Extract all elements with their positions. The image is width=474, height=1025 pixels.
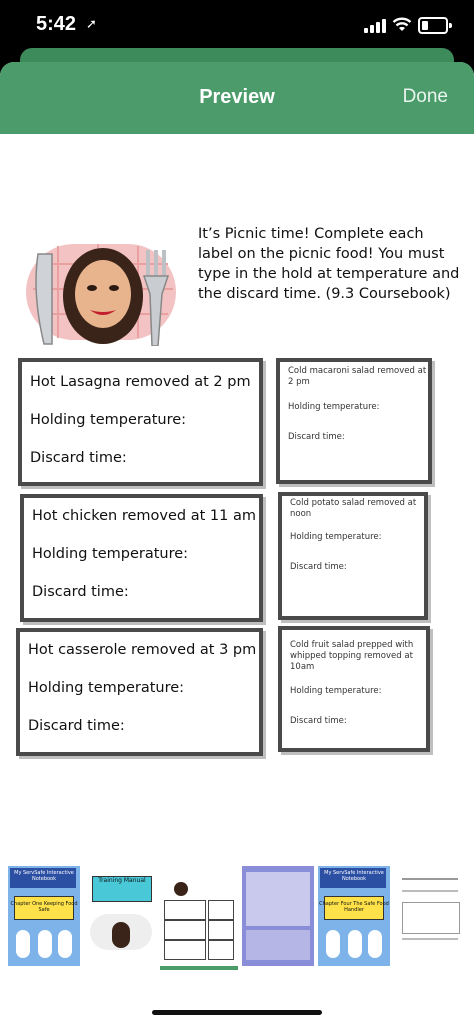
cellular-signal-icon bbox=[364, 19, 386, 33]
bitmoji-avatar-image bbox=[18, 234, 188, 346]
slide-thumbnail[interactable] bbox=[242, 866, 314, 966]
cold-label-card bbox=[278, 626, 430, 752]
page-title: Preview bbox=[199, 86, 275, 108]
discard-time-label: Discard time: bbox=[290, 562, 347, 572]
card-item-text: Hot casserole removed at 3 pm bbox=[28, 642, 257, 658]
slide-thumbnail[interactable]: My ServSafe Interactive Notebook Chapter One Keeping Food Safe bbox=[8, 866, 80, 966]
card-item-text: Cold potato salad removed at noon bbox=[290, 498, 417, 519]
home-indicator[interactable] bbox=[152, 1010, 322, 1015]
discard-time-label: Discard time: bbox=[32, 584, 129, 600]
hot-label-card bbox=[18, 358, 263, 486]
card-item-text: Hot chicken removed at 11 am bbox=[32, 508, 256, 524]
hot-label-card bbox=[16, 628, 263, 756]
discard-time-label: Discard time: bbox=[290, 716, 347, 726]
holding-temperature-label: Holding temperature: bbox=[290, 686, 382, 696]
done-button[interactable]: Done bbox=[402, 86, 448, 107]
navigation-bar bbox=[0, 62, 474, 134]
holding-temperature-label: Holding temperature: bbox=[32, 546, 189, 562]
wifi-icon bbox=[392, 16, 412, 32]
location-arrow-icon: ➚ bbox=[86, 17, 97, 32]
slide-thumbnails bbox=[0, 866, 474, 1006]
slide-thumbnail-selected[interactable] bbox=[160, 866, 238, 970]
slide-thumbnail[interactable] bbox=[396, 866, 468, 966]
hot-label-card bbox=[20, 494, 263, 622]
instructions-text: It’s Picnic time! Complete each label on the picnic food! You must type in the hold at temperature and the discard time. (9.3 Coursebook) bbox=[198, 226, 460, 302]
holding-temperature-label: Holding temperature: bbox=[290, 532, 382, 542]
card-item-text: Cold fruit salad prepped with whipped topping removed at 10am bbox=[290, 640, 414, 672]
cold-label-card bbox=[278, 492, 428, 620]
card-item-text: Hot Lasagna removed at 2 pm bbox=[30, 374, 251, 390]
discard-time-label: Discard time: bbox=[288, 432, 345, 442]
status-bar bbox=[0, 0, 474, 52]
battery-icon bbox=[418, 17, 448, 34]
slide-thumbnail[interactable]: Training Manual bbox=[86, 866, 158, 966]
holding-temperature-label: Holding temperature: bbox=[28, 680, 185, 696]
status-time: 5:42 bbox=[36, 13, 77, 35]
holding-temperature-label: Holding temperature: bbox=[30, 412, 187, 428]
cold-label-card bbox=[276, 358, 432, 484]
card-item-text: Cold macaroni salad removed at 2 pm bbox=[288, 366, 427, 387]
holding-temperature-label: Holding temperature: bbox=[288, 402, 380, 412]
slide-thumbnail[interactable]: My ServSafe Interactive Notebook Chapter Four The Safe Food Handler bbox=[318, 866, 390, 966]
discard-time-label: Discard time: bbox=[30, 450, 127, 466]
discard-time-label: Discard time: bbox=[28, 718, 125, 734]
